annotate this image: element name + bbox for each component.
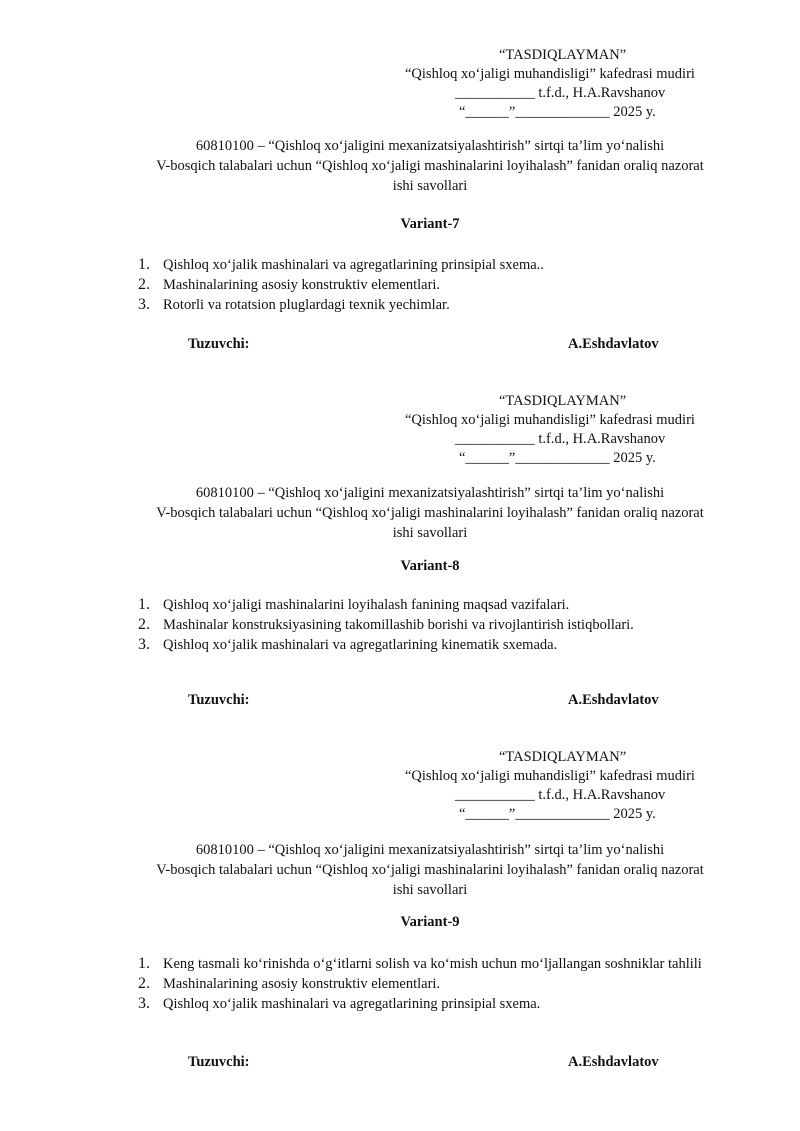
heading-line-3: ishi savollari <box>392 882 468 898</box>
question-item <box>138 275 743 295</box>
heading-line-2: V-bosqich talabalari uchun “Qishloq xoʻjaligi mashinalarini loyihalash” fanidan oraliq nazorat <box>156 862 704 878</box>
question-item <box>138 954 743 974</box>
question-text: Qishloq xoʻjalik mashinalari va agregatlarining prinsipial sxema. <box>163 996 541 1012</box>
question-list <box>138 595 743 655</box>
compiler-label: Tuzuvchi: <box>188 1054 250 1070</box>
compiler-label: Tuzuvchi: <box>188 692 250 708</box>
question-number: 3. <box>138 636 150 653</box>
question-item <box>138 615 743 635</box>
exam-heading <box>60 840 800 900</box>
approval-stamp <box>0 46 800 126</box>
question-number: 1. <box>138 955 150 972</box>
question-item <box>138 255 743 275</box>
question-text: Keng tasmali koʻrinishda oʻgʻitlarni solish va koʻmish uchun moʻljallangan soshniklar tahlili <box>163 956 702 972</box>
question-item <box>138 595 743 615</box>
approval-title: “TASDIQLAYMAN” <box>499 47 627 63</box>
heading-line-2: V-bosqich talabalari uchun “Qishloq xoʻjaligi mashinalarini loyihalash” fanidan oraliq nazorat <box>156 158 704 174</box>
approval-signature: ___________ t.f.d., H.A.Ravshanov <box>455 787 666 803</box>
question-number: 3. <box>138 296 150 313</box>
variant-title: Variant-9 <box>400 914 460 930</box>
compiler-name: A.Eshdavlatov <box>568 336 659 352</box>
question-text: Mashinalarining asosiy konstruktiv elementlari. <box>163 976 441 992</box>
exam-heading <box>60 483 800 543</box>
question-text: Mashinalarining asosiy konstruktiv elementlari. <box>163 277 441 293</box>
question-item <box>138 295 743 315</box>
heading-line-1: 60810100 – “Qishloq xoʻjaligini mexanizatsiyalashtirish” sirtqi ta’lim yoʻnalishi <box>195 842 665 858</box>
question-number: 2. <box>138 276 150 293</box>
approval-title: “TASDIQLAYMAN” <box>499 749 627 765</box>
question-item <box>138 974 743 994</box>
approval-department: “Qishloq xoʻjaligi muhandisligi” kafedrasi mudiri <box>405 66 695 82</box>
question-number: 2. <box>138 975 150 992</box>
compiler-label: Tuzuvchi: <box>188 336 250 352</box>
approval-department: “Qishloq xoʻjaligi muhandisligi” kafedrasi mudiri <box>405 412 695 428</box>
question-text: Rotorli va rotatsion pluglardagi texnik yechimlar. <box>163 297 450 313</box>
heading-line-1: 60810100 – “Qishloq xoʻjaligini mexanizatsiyalashtirish” sirtqi ta’lim yoʻnalishi <box>195 138 665 154</box>
heading-line-1: 60810100 – “Qishloq xoʻjaligini mexanizatsiyalashtirish” sirtqi ta’lim yoʻnalishi <box>195 485 665 501</box>
question-number: 1. <box>138 256 150 273</box>
exam-heading <box>60 136 800 196</box>
approval-signature: ___________ t.f.d., H.A.Ravshanov <box>455 85 666 101</box>
variant-title: Variant-8 <box>400 558 460 574</box>
approval-date: “______”_____________ 2025 y. <box>459 104 656 120</box>
approval-department: “Qishloq xoʻjaligi muhandisligi” kafedrasi mudiri <box>405 768 695 784</box>
heading-line-2: V-bosqich talabalari uchun “Qishloq xoʻjaligi mashinalarini loyihalash” fanidan oraliq nazorat <box>156 505 704 521</box>
variant-title: Variant-7 <box>400 216 460 232</box>
approval-signature: ___________ t.f.d., H.A.Ravshanov <box>455 431 666 447</box>
question-text: Qishloq xoʻjaligi mashinalarini loyihalash fanining maqsad vazifalari. <box>163 597 570 613</box>
approval-date: “______”_____________ 2025 y. <box>459 450 656 466</box>
question-list <box>138 954 743 1014</box>
compiler-name: A.Eshdavlatov <box>568 692 659 708</box>
approval-title: “TASDIQLAYMAN” <box>499 393 627 409</box>
question-item <box>138 635 743 655</box>
question-list <box>138 255 743 315</box>
question-text: Qishloq xoʻjalik mashinalari va agregatlarining prinsipial sxema.. <box>163 257 544 273</box>
question-number: 1. <box>138 596 150 613</box>
question-number: 3. <box>138 995 150 1012</box>
heading-line-3: ishi savollari <box>392 525 468 541</box>
question-text: Qishloq xoʻjalik mashinalari va agregatlarining kinematik sxemada. <box>163 637 558 653</box>
question-item <box>138 994 743 1014</box>
approval-stamp <box>0 748 800 828</box>
compiler-name: A.Eshdavlatov <box>568 1054 659 1070</box>
approval-stamp <box>0 392 800 472</box>
heading-line-3: ishi savollari <box>392 178 468 194</box>
approval-date: “______”_____________ 2025 y. <box>459 806 656 822</box>
question-text: Mashinalar konstruksiyasining takomillashib borishi va rivojlantirish istiqbollari. <box>163 617 634 633</box>
question-number: 2. <box>138 616 150 633</box>
